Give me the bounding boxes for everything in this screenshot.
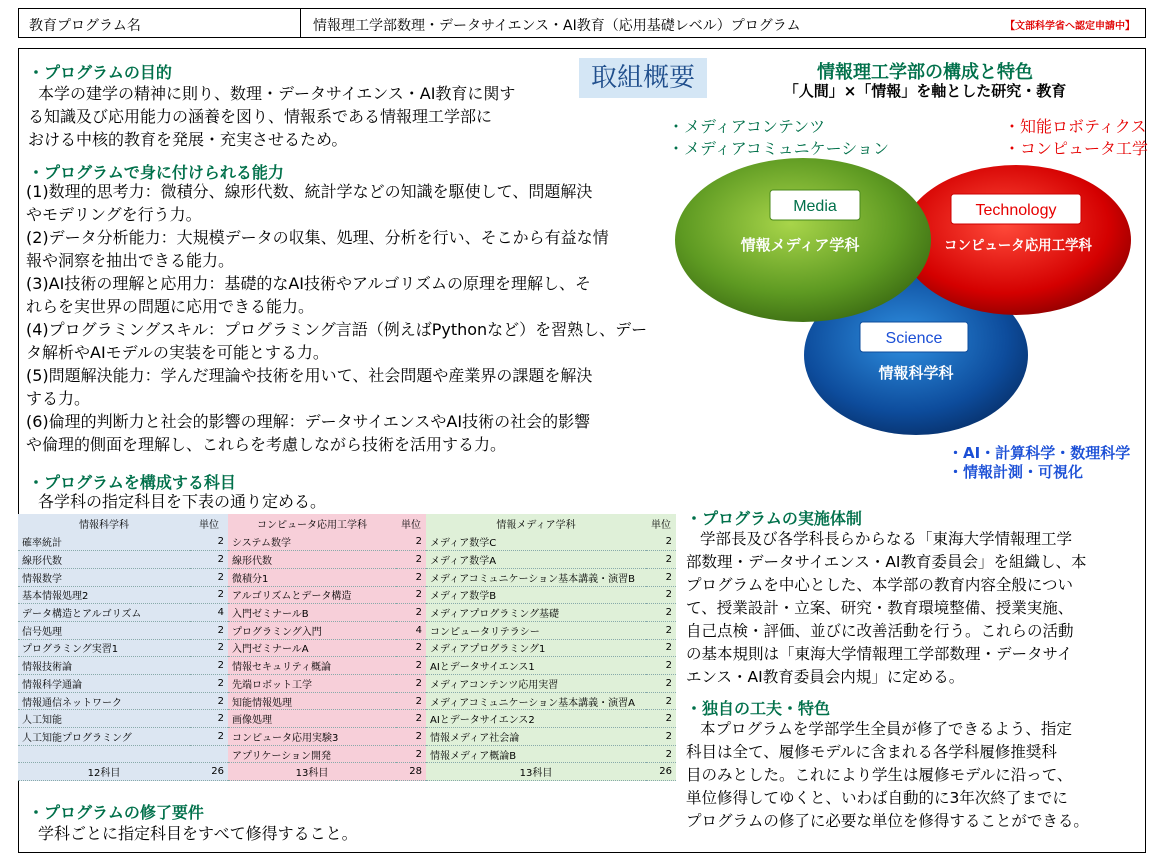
table-cell: 2 — [190, 533, 228, 551]
implementation-text — [686, 528, 1146, 689]
field-item: ・情報計測・可視化 — [948, 463, 1084, 481]
table-cell: 2 — [646, 551, 676, 569]
table-total-row — [18, 763, 676, 781]
department-venn-diagram — [670, 150, 1150, 450]
ability-line: れらを実世界の問題に応用できる能力。 — [26, 297, 315, 316]
overview-badge: 取組概要 — [579, 58, 707, 98]
table-cell: 線形代数 — [18, 551, 190, 569]
tech-tag: Technology — [975, 202, 1057, 219]
implementation-line: 自己点検・評価、並びに改善活動を行う。これらの活動 — [686, 622, 1074, 640]
table-cell: 2 — [396, 586, 426, 604]
table-cell: 情報数学 — [18, 568, 190, 586]
purpose-text — [28, 82, 588, 151]
table-cell: 2 — [646, 586, 676, 604]
table-cell: 入門ゼミナールB — [228, 604, 396, 622]
table-cell: メディアコンテンツ応用実習 — [426, 675, 646, 693]
ability-line: (5)問題解決能力：学んだ理論や技術を用いて、社会問題や産業界の課題を解決 — [26, 366, 593, 385]
abilities-text — [26, 180, 696, 456]
purpose-title: ・プログラムの目的 — [28, 63, 172, 82]
table-row — [18, 692, 676, 710]
table-cell: 2 — [396, 551, 426, 569]
ability-line: やモデリングを行う力。 — [26, 205, 202, 224]
feature-line: 単位修得してゆくと、いわば自動的に3年次終了までに — [686, 789, 1068, 807]
table-cell: 2 — [190, 621, 228, 639]
table-row — [18, 621, 676, 639]
field-item: ・知能ロボティクス — [1004, 117, 1147, 136]
field-item: ・コンピュータ工学 — [1004, 139, 1149, 158]
table-cell: 2 — [646, 675, 676, 693]
table-total-cell: 26 — [646, 763, 676, 781]
table-cell: 情報メディア社会論 — [426, 728, 646, 746]
field-item: ・メディアコンテンツ — [668, 117, 826, 136]
table-cell: アプリケーション開発 — [228, 745, 396, 763]
program-name: 情報理工学部数理・データサイエンス・AI教育（応用基礎レベル）プログラム — [313, 18, 801, 34]
table-cell: 4 — [190, 604, 228, 622]
table-cell: 2 — [396, 657, 426, 675]
ability-line: (4)プログラミングスキル：プログラミング言語（例えばPythonなど）を習熟し、デー — [26, 320, 648, 339]
header-cell: 単位 — [646, 514, 676, 533]
org-subtitle: 「人間」×「情報」を軸とした研究・教育 — [783, 82, 1067, 100]
program-header — [18, 8, 1146, 38]
ability-line: (1)数理的思考力：微積分、線形代数、統計学などの知識を駆使して、問題解決 — [26, 182, 593, 201]
table-row — [18, 604, 676, 622]
table-cell: メディアコミュニケーション基本講義・演習B — [426, 568, 646, 586]
table-cell: 2 — [396, 533, 426, 551]
table-cell: AIとデータサイエンス1 — [426, 657, 646, 675]
implementation-line: プログラムを中心とした、本学部の教育内容全般につい — [686, 576, 1074, 594]
implementation-line: 部数理・データサイエンス・AI教育委員会」を組織し、本 — [686, 553, 1087, 571]
table-cell: 2 — [646, 533, 676, 551]
implementation-line: て、授業設計・立案、研究・教育環境整備、授業実施、 — [686, 599, 1074, 617]
header-cell: コンピュータ応用工学科 — [228, 514, 396, 533]
table-cell: システム数学 — [228, 533, 396, 551]
table-cell: AIとデータサイエンス2 — [426, 710, 646, 728]
table-cell: 2 — [646, 692, 676, 710]
table-cell: 2 — [190, 568, 228, 586]
table-cell: 信号処理 — [18, 621, 190, 639]
table-row — [18, 745, 676, 763]
table-cell: 2 — [190, 675, 228, 693]
table-cell: 2 — [646, 745, 676, 763]
table-cell: メディア数学A — [426, 551, 646, 569]
table-row — [18, 639, 676, 657]
ability-line: や倫理的側面を理解し、これらを考慮しながら技術を活用する力。 — [26, 435, 507, 454]
tech-dept-name: コンピュータ応用工学科 — [944, 238, 1098, 254]
table-cell: 先端ロボット工学 — [228, 675, 396, 693]
table-row — [18, 533, 676, 551]
completion-title: ・プログラムの修了要件 — [28, 803, 204, 822]
table-cell: 2 — [396, 692, 426, 710]
table-cell: 2 — [646, 604, 676, 622]
table-row — [18, 568, 676, 586]
completion-text: 学科ごとに指定科目をすべて修得すること。 — [38, 824, 358, 843]
feature-line: 科目は全て、履修モデルに含まれる各学科履修推奨科 — [686, 743, 1057, 761]
purpose-line: る知識及び応用能力の涵養を図り、情報系である情報理工学部に — [28, 107, 493, 126]
table-cell: 画像処理 — [228, 710, 396, 728]
table-total-cell: 26 — [190, 763, 228, 781]
table-cell: メディア数学C — [426, 533, 646, 551]
table-header-row — [18, 514, 676, 533]
table-cell: 基本情報処理2 — [18, 586, 190, 604]
feature-line: プログラムの修了に必要な単位を修得することができる。 — [686, 812, 1089, 830]
ability-line: する力。 — [26, 389, 91, 408]
features-title: ・独自の工夫・特色 — [686, 699, 831, 718]
table-cell: コンピュータリテラシー — [426, 621, 646, 639]
table-cell: プログラミング実習1 — [18, 639, 190, 657]
table-total-cell: 13科目 — [426, 763, 646, 781]
table-cell: 情報技術論 — [18, 657, 190, 675]
field-item: ・AI・計算科学・数理科学 — [948, 444, 1131, 462]
ability-line: (6)倫理的判断力と社会的影響の理解：データサイエンスやAI技術の社会的影響 — [26, 412, 591, 431]
table-cell — [190, 745, 228, 763]
table-row — [18, 586, 676, 604]
features-text — [686, 718, 1146, 833]
ability-line: (3)AI技術の理解と応用力：基礎的なAI技術やアルゴリズムの原理を理解し、そ — [26, 274, 592, 293]
program-label: 教育プログラム名 — [19, 9, 301, 37]
table-row — [18, 675, 676, 693]
table-cell: 人工知能 — [18, 710, 190, 728]
table-cell: 2 — [190, 551, 228, 569]
science-dept-name: 情報科学科 — [878, 364, 954, 382]
purpose-line: おける中核的教育を発展・充実させるため。 — [28, 130, 348, 149]
ability-line: 報や洞察を抽出できる能力。 — [26, 251, 235, 270]
table-total-cell: 12科目 — [18, 763, 190, 781]
implementation-line: 学部長及び各学科長らからなる「東海大学情報理工学 — [700, 530, 1073, 548]
implementation-title: ・プログラムの実施体制 — [686, 509, 862, 528]
ability-line: タ解析やAIモデルの実装を可能とする力。 — [26, 343, 329, 362]
table-body — [18, 533, 676, 781]
table-cell: 線形代数 — [228, 551, 396, 569]
table-cell: メディア数学B — [426, 586, 646, 604]
table-cell: プログラミング入門 — [228, 621, 396, 639]
table-cell: 知能情報処理 — [228, 692, 396, 710]
header-cell: 情報メディア学科 — [426, 514, 646, 533]
feature-line: 本プログラムを学部学生全員が修了できるよう、指定 — [700, 720, 1072, 738]
table-cell: 2 — [190, 710, 228, 728]
courses-title: ・プログラムを構成する科目 — [28, 473, 236, 492]
table-cell: 人工知能プログラミング — [18, 728, 190, 746]
table-cell: メディアプログラミング基礎 — [426, 604, 646, 622]
header-cell: 単位 — [396, 514, 426, 533]
table-cell: 2 — [646, 710, 676, 728]
table-cell — [18, 745, 190, 763]
table-cell: メディアプログラミング1 — [426, 639, 646, 657]
abilities-title: ・プログラムで身に付けられる能力 — [28, 163, 284, 182]
field-item: ・メディアコミュニケーション — [668, 139, 889, 158]
table-row — [18, 710, 676, 728]
table-cell: 入門ゼミナールA — [228, 639, 396, 657]
table-cell: コンピュータ応用実験3 — [228, 728, 396, 746]
media-tag: Media — [793, 198, 837, 215]
table-cell: 2 — [396, 604, 426, 622]
status-note: 【文部科学省へ認定申請中】 — [1005, 21, 1135, 32]
media-dept-name: 情報メディア学科 — [740, 236, 860, 254]
table-total-cell: 28 — [396, 763, 426, 781]
implementation-line: の基本規則は「東海大学情報理工学部数理・データサイ — [686, 645, 1073, 663]
table-cell: アルゴリズムとデータ構造 — [228, 586, 396, 604]
ability-line: (2)データ分析能力：大規模データの収集、処理、分析を行い、そこから有益な情 — [26, 228, 609, 247]
table-cell: 2 — [646, 728, 676, 746]
table-cell: 2 — [396, 728, 426, 746]
table-cell: 確率統計 — [18, 533, 190, 551]
table-row — [18, 657, 676, 675]
implementation-line: エンス・AI教育委員会内規」に定める。 — [686, 668, 965, 686]
table-cell: 4 — [396, 621, 426, 639]
table-cell: 情報セキュリティ概論 — [228, 657, 396, 675]
courses-intro: 各学科の指定科目を下表の通り定める。 — [38, 492, 327, 511]
table-cell: 2 — [190, 657, 228, 675]
table-cell: 2 — [396, 675, 426, 693]
table-cell: 情報メディア概論B — [426, 745, 646, 763]
table-row — [18, 728, 676, 746]
table-cell: 2 — [396, 568, 426, 586]
org-title: 情報理工学部の構成と特色 — [817, 62, 1033, 83]
table-total-cell: 13科目 — [228, 763, 396, 781]
header-cell: 情報科学科 — [18, 514, 190, 533]
table-cell: 2 — [190, 728, 228, 746]
header-cell: 単位 — [190, 514, 228, 533]
purpose-line: 本学の建学の精神に則り、数理・データサイエンス・AI教育に関す — [38, 84, 516, 103]
feature-line: 目のみとした。これにより学生は履修モデルに沿って、 — [686, 766, 1073, 784]
table-cell: 情報通信ネットワーク — [18, 692, 190, 710]
table-row — [18, 551, 676, 569]
science-tag: Science — [885, 330, 943, 347]
table-cell: 2 — [190, 586, 228, 604]
table-cell: データ構造とアルゴリズム — [18, 604, 190, 622]
table-cell: 情報科学通論 — [18, 675, 190, 693]
course-table — [18, 514, 676, 781]
table-cell: 2 — [646, 568, 676, 586]
table-cell: 2 — [396, 639, 426, 657]
table-cell: 2 — [646, 639, 676, 657]
table-cell: 2 — [646, 657, 676, 675]
table-cell: 2 — [190, 639, 228, 657]
table-cell: 2 — [396, 710, 426, 728]
table-cell: 2 — [646, 621, 676, 639]
table-cell: 微積分1 — [228, 568, 396, 586]
table-cell: 2 — [396, 745, 426, 763]
table-cell: 2 — [190, 692, 228, 710]
table-cell: メディアコミュニケーション基本講義・演習A — [426, 692, 646, 710]
